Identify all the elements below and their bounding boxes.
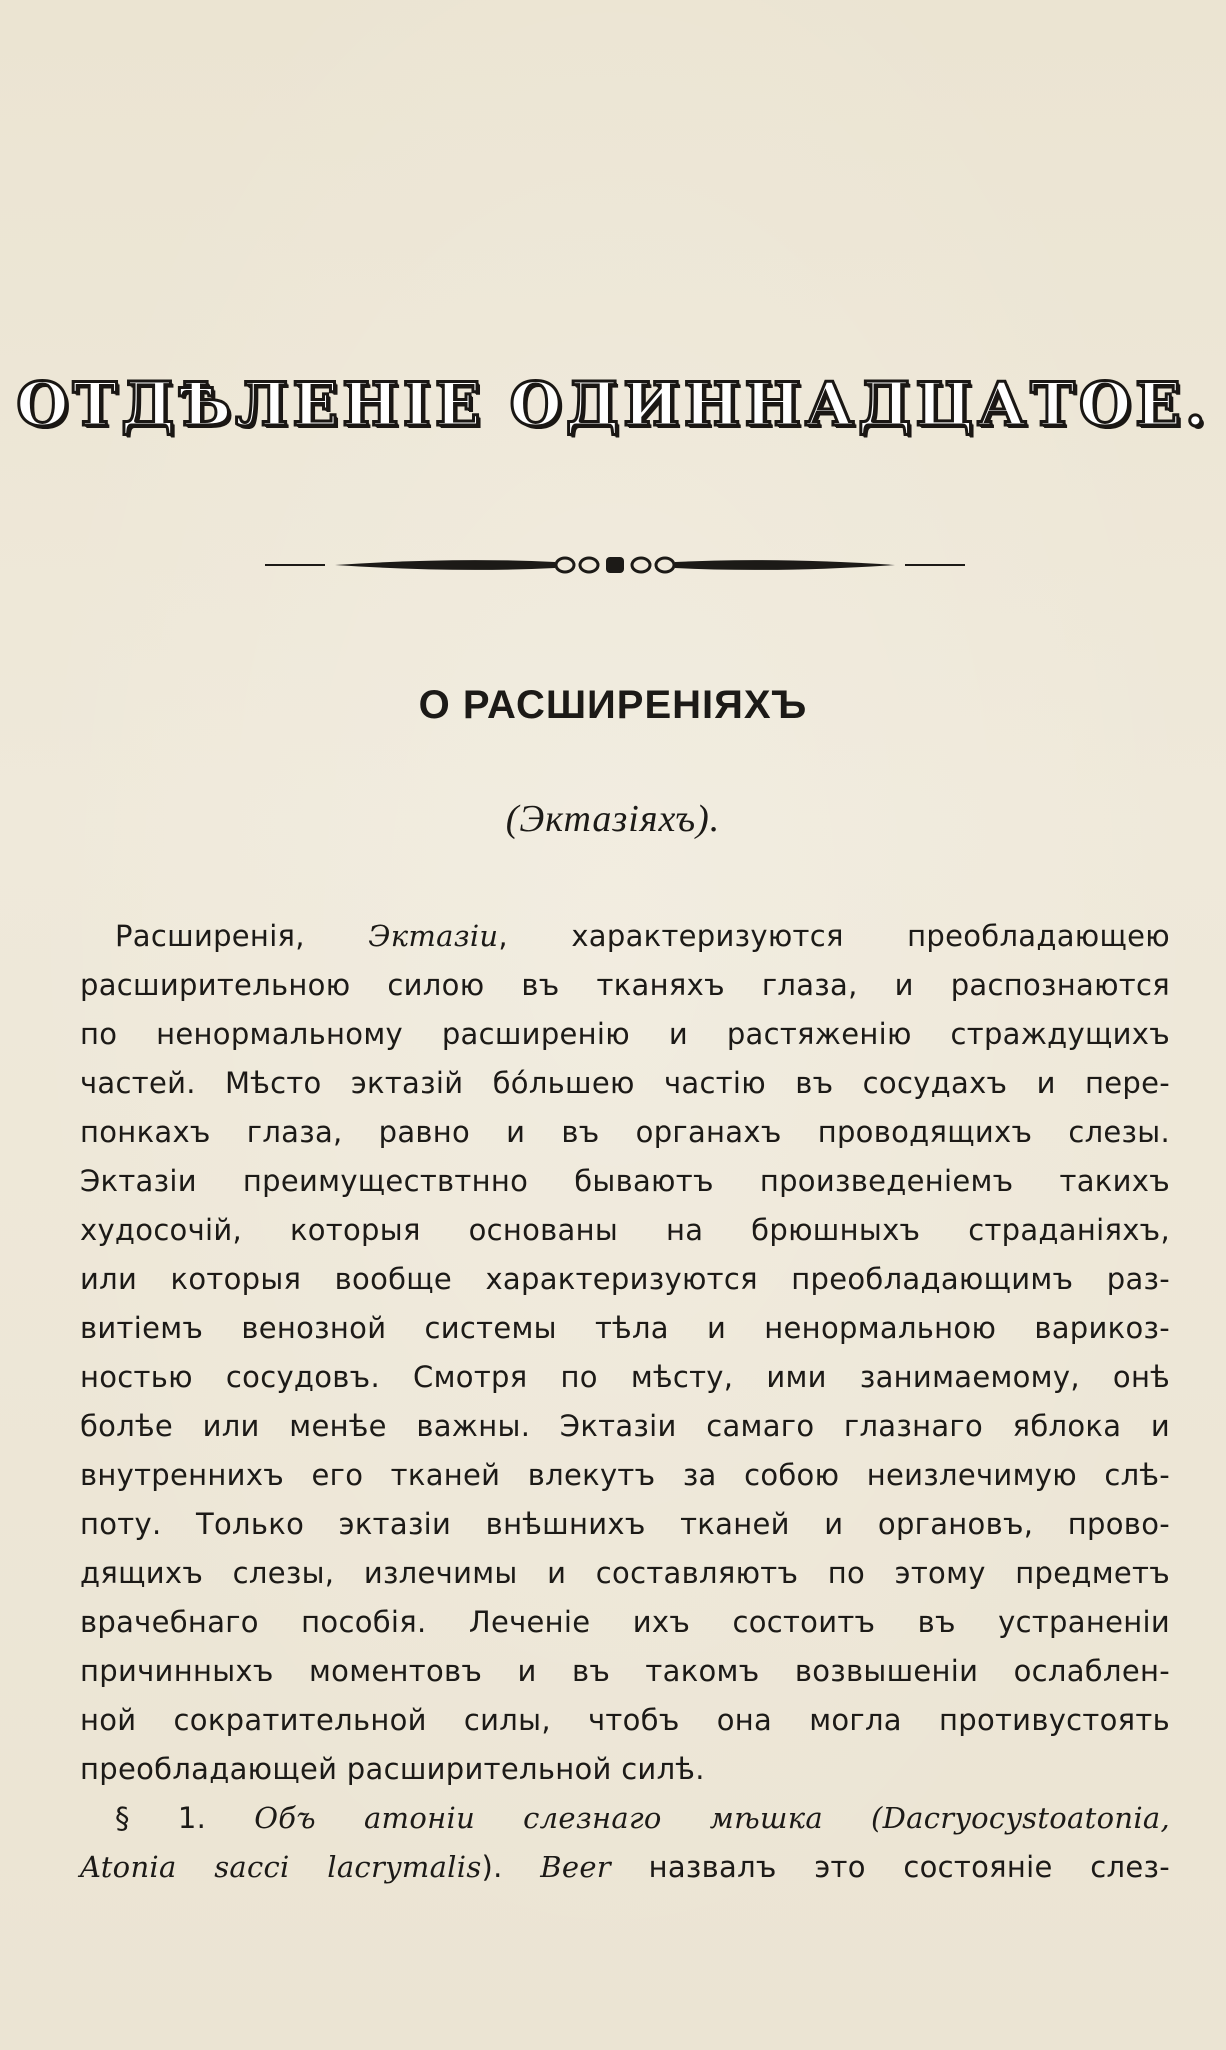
text-line: дящихъ слезы, излечимы и составляютъ по этому предметъ xyxy=(80,1556,1170,1590)
text-run: , характеризуются преобладающею xyxy=(498,919,1170,953)
section-subtitle: (Эктазіяхъ). xyxy=(505,798,721,840)
text-line: по ненормальному расширенію и растяженію страждущихъ xyxy=(80,1017,1170,1051)
text-line: частей. Мѣсто эктазій бо́льшею частію въ сосудахъ и пере- xyxy=(80,1066,1170,1100)
italic-heading: Объ атоніи слезнаго мѣшка (Dacryocystoatonia, xyxy=(254,1801,1170,1835)
text-line: или которыя вообще характеризуются преобладающимъ раз- xyxy=(80,1262,1170,1296)
italic-latin-term: Atonia sacci lacrymalis xyxy=(80,1850,482,1884)
text-line: ностью сосудовъ. Смотря по мѣсту, ими занимаемому, онѣ xyxy=(80,1360,1170,1394)
italic-term: Эктазіи xyxy=(368,919,499,953)
text-line xyxy=(80,1843,1170,1892)
text-line: худосочій, которыя основаны на брюшныхъ страданіяхъ, xyxy=(80,1213,1170,1247)
text-line: причинныхъ моментовъ и въ такомъ возвышеніи ослаблен- xyxy=(80,1654,1170,1688)
text-line xyxy=(80,1794,1170,1843)
author-name: Beer xyxy=(540,1850,611,1884)
text-line: Эктазіи преимуществтнно бываютъ произведеніемъ такихъ xyxy=(80,1164,1170,1198)
ornament-divider xyxy=(265,545,965,585)
text-line: понкахъ глаза, равно и въ органахъ проводящихъ слезы. xyxy=(80,1115,1170,1149)
text-run: Расширенія, xyxy=(115,919,369,953)
section-title: О РАСШИРЕНІЯХЪ xyxy=(418,683,808,727)
text-line: внутреннихъ его тканей влекутъ за собою неизлечимую слѣ- xyxy=(80,1458,1170,1492)
section-number: § 1. xyxy=(115,1801,255,1835)
text-line: витіемъ венозной системы тѣла и ненормальною варикоз- xyxy=(80,1311,1170,1345)
body-text xyxy=(80,912,1170,1892)
text-line: ной сократительной силы, чтобъ она могла противустоять xyxy=(80,1703,1170,1737)
text-run: назвалъ это состояніе слез- xyxy=(610,1850,1170,1884)
text-line: поту. Только эктазіи внѣшнихъ тканей и органовъ, прово- xyxy=(80,1507,1170,1541)
text-line: расширительною силою въ тканяхъ глаза, и распознаются xyxy=(80,968,1170,1002)
chapter-title: ОТДѢЛЕНІЕ ОДИННАДЦАТОЕ. xyxy=(16,370,1210,440)
text-line: болѣе или менѣе важны. Эктазіи самаго глазнаго яблока и xyxy=(80,1409,1170,1443)
text-line xyxy=(80,912,1170,961)
text-line: врачебнаго пособія. Леченіе ихъ состоитъ въ устраненіи xyxy=(80,1605,1170,1639)
chapter-header xyxy=(0,370,1226,440)
text-run: ). xyxy=(481,1850,541,1884)
text-line: преобладающей расширительной силѣ. xyxy=(80,1752,705,1786)
